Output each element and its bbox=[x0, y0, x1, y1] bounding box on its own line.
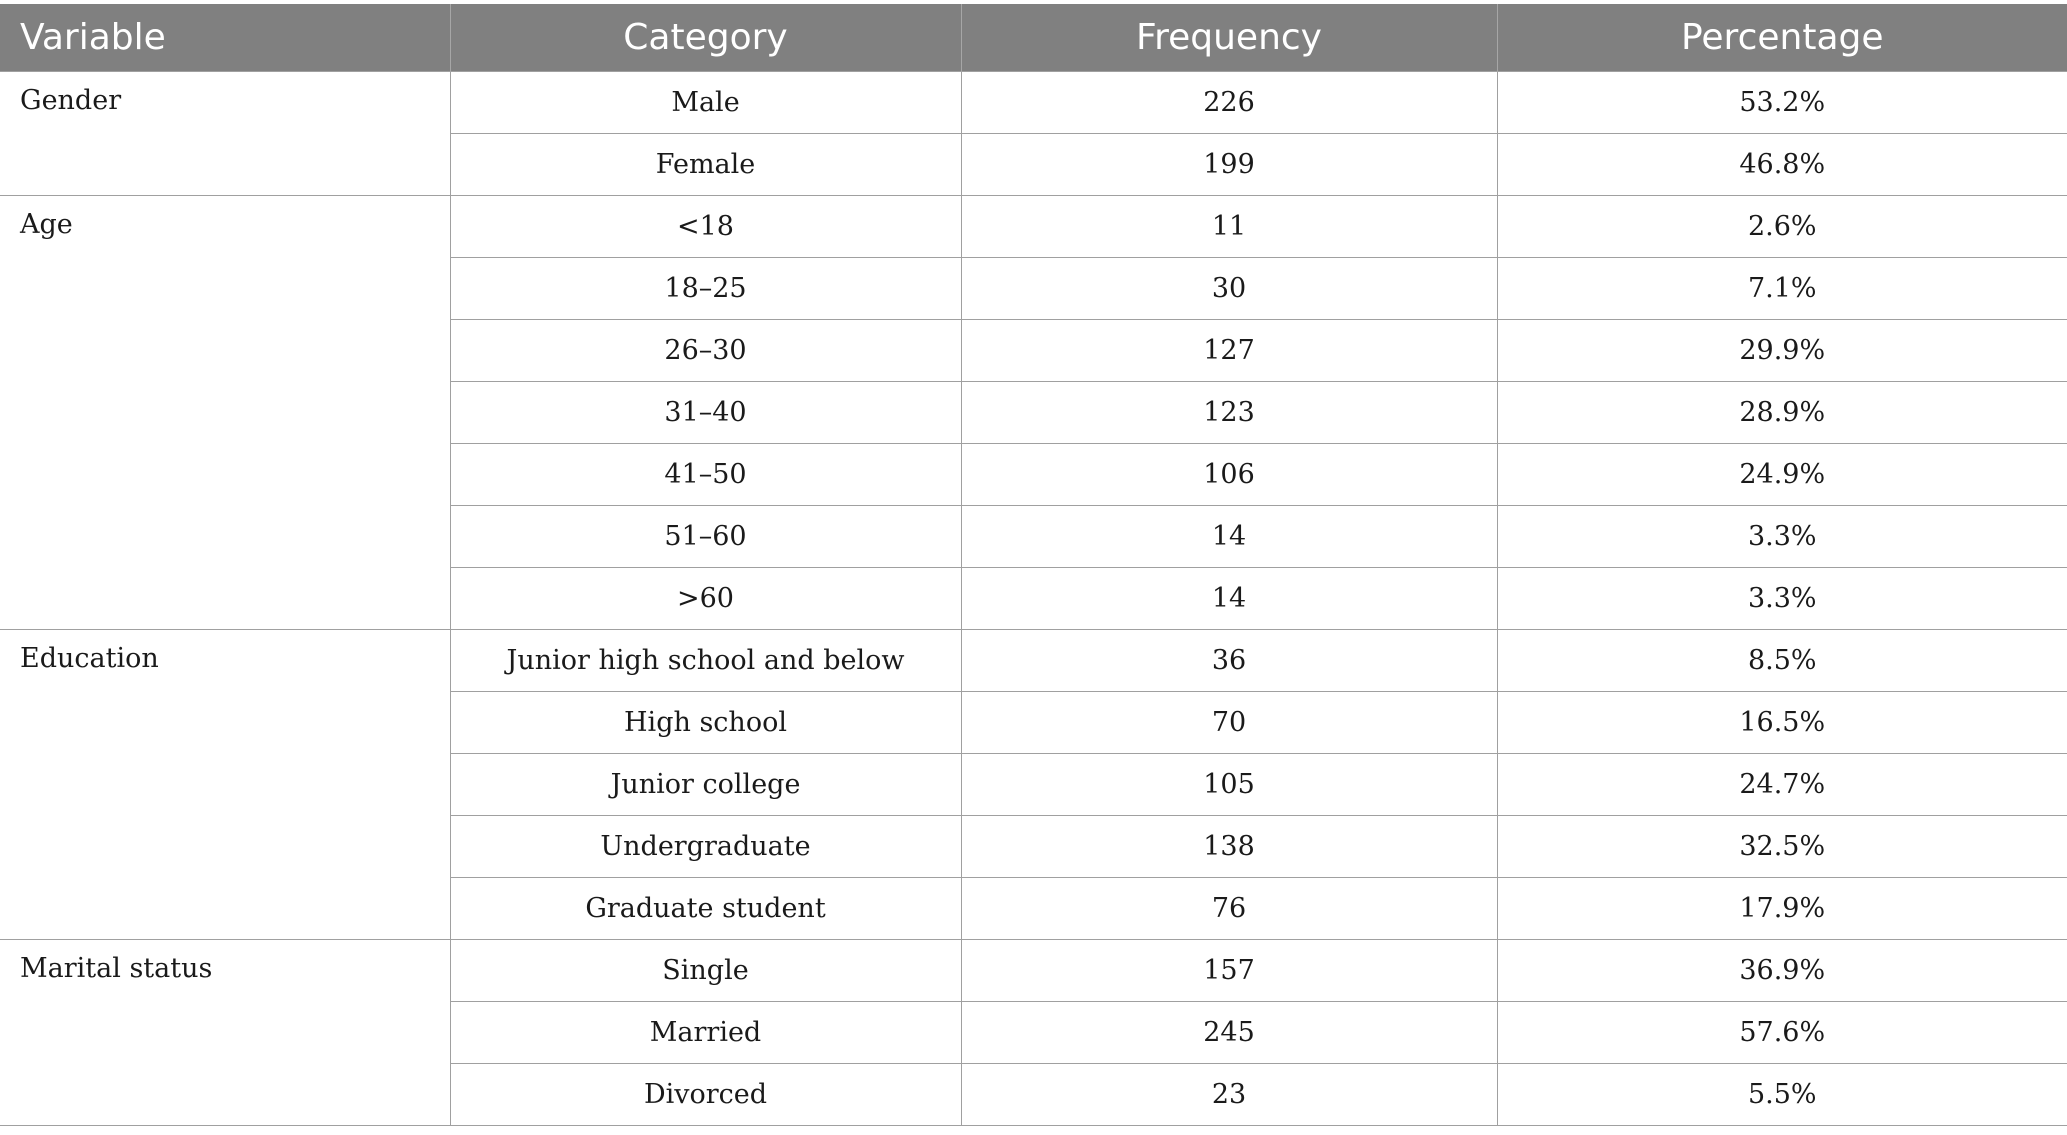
table-row bbox=[0, 196, 2067, 258]
frequency-cell: 105 bbox=[961, 754, 1497, 816]
category-cell: <18 bbox=[450, 196, 961, 258]
percentage-cell: 24.7% bbox=[1497, 754, 2067, 816]
frequency-cell: 14 bbox=[961, 568, 1497, 630]
percentage-cell: 53.2% bbox=[1497, 72, 2067, 134]
percentage-cell: 24.9% bbox=[1497, 444, 2067, 506]
category-cell: Undergraduate bbox=[450, 816, 961, 878]
frequency-cell: 14 bbox=[961, 506, 1497, 568]
variable-cell-age: Age bbox=[0, 196, 450, 630]
table-header bbox=[0, 4, 2067, 72]
category-cell: High school bbox=[450, 692, 961, 754]
category-cell: Married bbox=[450, 1002, 961, 1064]
percentage-cell: 57.6% bbox=[1497, 1002, 2067, 1064]
variable-cell-education: Education bbox=[0, 630, 450, 940]
category-cell: Single bbox=[450, 940, 961, 1002]
header-row bbox=[0, 4, 2067, 72]
header-percentage: Percentage bbox=[1497, 4, 2067, 72]
percentage-cell: 46.8% bbox=[1497, 134, 2067, 196]
frequency-cell: 123 bbox=[961, 382, 1497, 444]
percentage-cell: 2.6% bbox=[1497, 196, 2067, 258]
frequency-cell: 127 bbox=[961, 320, 1497, 382]
header-variable: Variable bbox=[0, 4, 450, 72]
frequency-cell: 23 bbox=[961, 1064, 1497, 1126]
variable-cell-marital-status: Marital status bbox=[0, 940, 450, 1126]
table-row bbox=[0, 940, 2067, 1002]
percentage-cell: 5.5% bbox=[1497, 1064, 2067, 1126]
category-cell: 41–50 bbox=[450, 444, 961, 506]
frequency-cell: 245 bbox=[961, 1002, 1497, 1064]
table-row bbox=[0, 630, 2067, 692]
percentage-cell: 7.1% bbox=[1497, 258, 2067, 320]
frequency-cell: 157 bbox=[961, 940, 1497, 1002]
percentage-cell: 8.5% bbox=[1497, 630, 2067, 692]
category-cell: 51–60 bbox=[450, 506, 961, 568]
percentage-cell: 36.9% bbox=[1497, 940, 2067, 1002]
percentage-cell: 16.5% bbox=[1497, 692, 2067, 754]
percentage-cell: 17.9% bbox=[1497, 878, 2067, 940]
category-cell: Female bbox=[450, 134, 961, 196]
header-frequency: Frequency bbox=[961, 4, 1497, 72]
frequency-cell: 36 bbox=[961, 630, 1497, 692]
frequency-cell: 106 bbox=[961, 444, 1497, 506]
frequency-cell: 70 bbox=[961, 692, 1497, 754]
percentage-cell: 29.9% bbox=[1497, 320, 2067, 382]
category-cell: 31–40 bbox=[450, 382, 961, 444]
table-body bbox=[0, 72, 2067, 1126]
demographics-table bbox=[0, 4, 2067, 1126]
percentage-cell: 3.3% bbox=[1497, 568, 2067, 630]
frequency-cell: 138 bbox=[961, 816, 1497, 878]
frequency-cell: 76 bbox=[961, 878, 1497, 940]
table-row bbox=[0, 72, 2067, 134]
category-cell: Divorced bbox=[450, 1064, 961, 1126]
header-category: Category bbox=[450, 4, 961, 72]
variable-cell-gender: Gender bbox=[0, 72, 450, 196]
category-cell: Junior high school and below bbox=[450, 630, 961, 692]
percentage-cell: 32.5% bbox=[1497, 816, 2067, 878]
frequency-cell: 199 bbox=[961, 134, 1497, 196]
category-cell: >60 bbox=[450, 568, 961, 630]
category-cell: Junior college bbox=[450, 754, 961, 816]
category-cell: Graduate student bbox=[450, 878, 961, 940]
frequency-cell: 30 bbox=[961, 258, 1497, 320]
category-cell: 26–30 bbox=[450, 320, 961, 382]
percentage-cell: 28.9% bbox=[1497, 382, 2067, 444]
frequency-cell: 11 bbox=[961, 196, 1497, 258]
category-cell: Male bbox=[450, 72, 961, 134]
frequency-cell: 226 bbox=[961, 72, 1497, 134]
percentage-cell: 3.3% bbox=[1497, 506, 2067, 568]
category-cell: 18–25 bbox=[450, 258, 961, 320]
